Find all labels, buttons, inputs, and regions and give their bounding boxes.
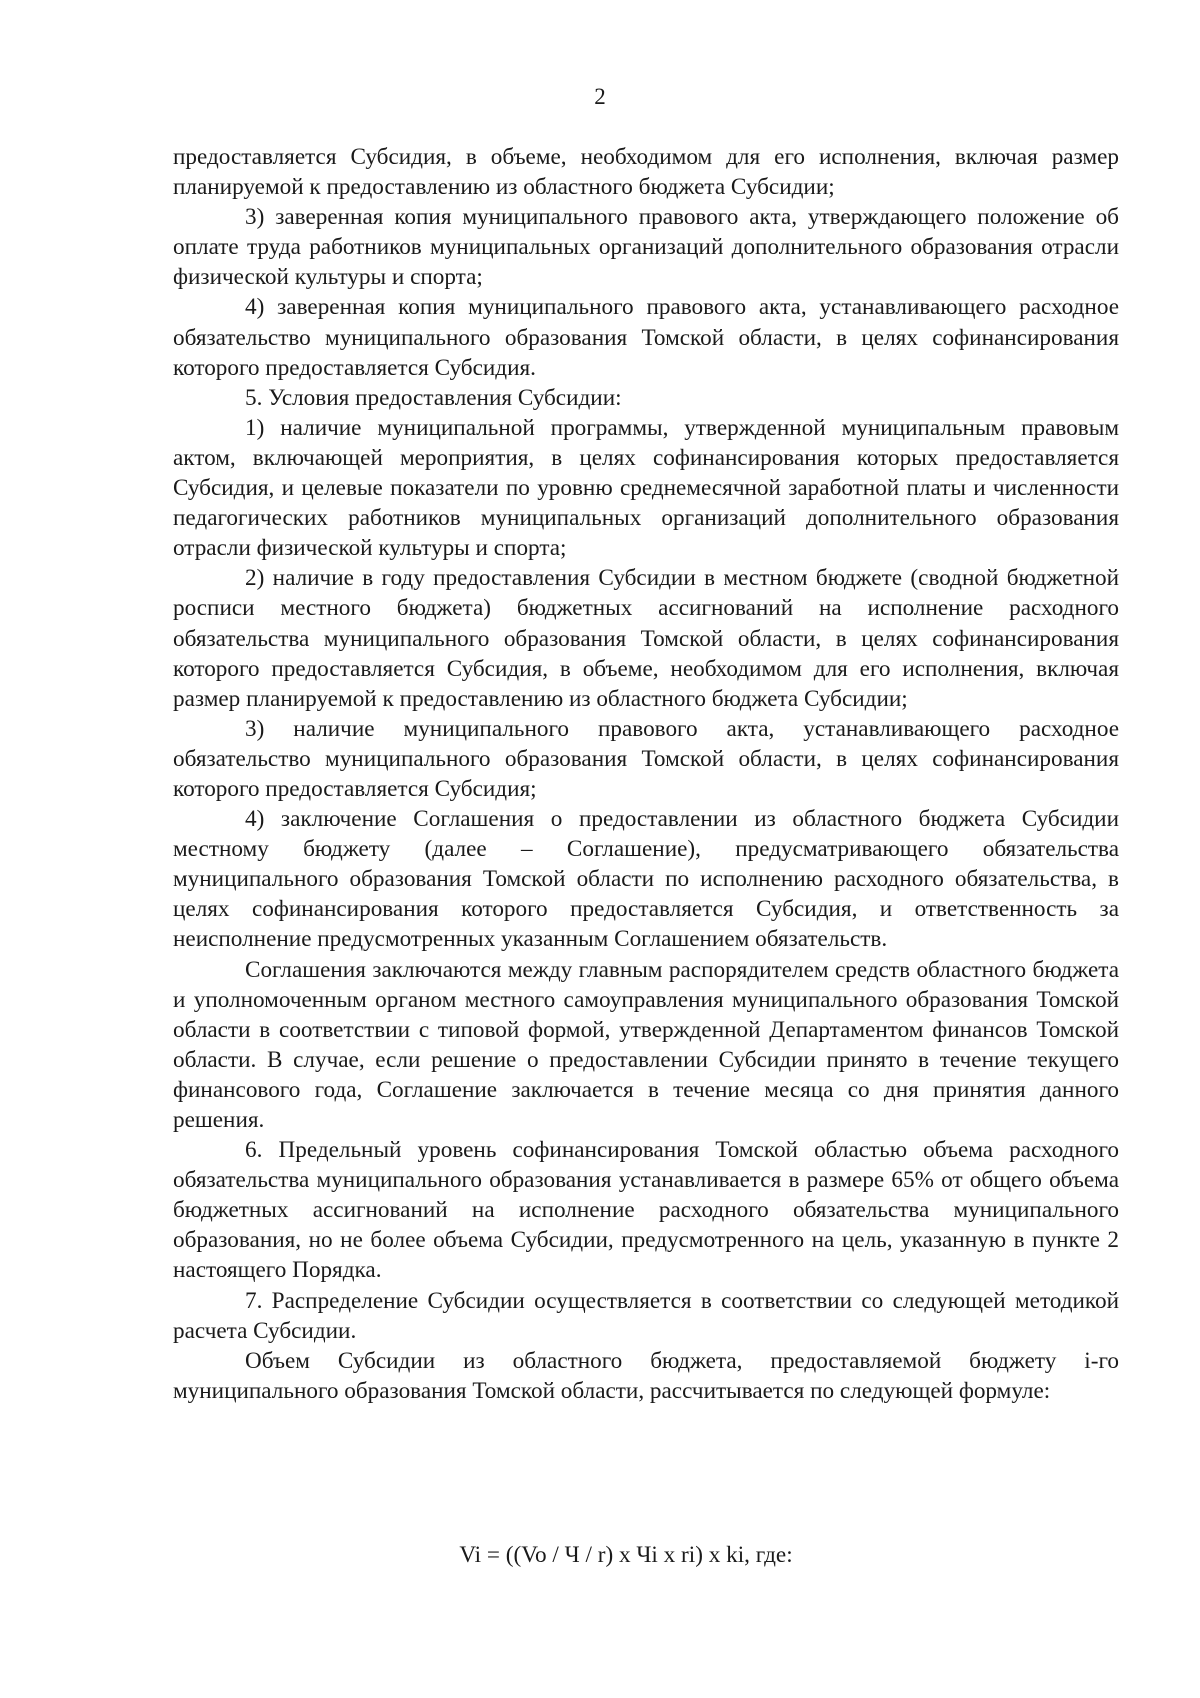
paragraph-item-3-copy-pay-regulation: 3) заверенная копия муниципального правового акта, утверждающего положение об оплате труда работников муниципальных организаций дополнительного образования отрасли физической культуры и спорта; <box>173 204 1119 291</box>
paragraph-condition-3: 3) наличие муниципального правового акта, устанавливающего расходное обязательство муниципального образования Томской области, в целях софинансирования которого предоставляется Субсидия; <box>173 715 1119 802</box>
paragraph-condition-1: 1) наличие муниципальной программы, утвержденной муниципальным правовым актом, включающей мероприятия, в целях софинансирования которых предоставляется Субсидия, и целевые показатели по уровню среднемесячной заработной платы и численности педагогических работников муниципальных организаций дополнительного образования отрасли физической культуры и спорта; <box>173 414 1119 562</box>
paragraph-continuation: предоставляется Субсидия, в объеме, необходимом для его исполнения, включая размер планируемой к предоставлению из областного бюджета Субсидии; <box>173 144 1119 201</box>
paragraph-subsidy-volume: Объем Субсидии из областного бюджета, предоставляемой бюджету i-го муниципального образования Томской области, рассчитывается по следующей формуле: <box>173 1347 1119 1404</box>
subsidy-formula: Vi = ((Vo / Ч / r) x Чi x ri) x ki, где: <box>459 1542 793 1568</box>
paragraph-section-5-heading: 5. Условия предоставления Субсидии: <box>245 384 622 411</box>
paragraph-agreements: Соглашения заключаются между главным распорядителем средств областного бюджета и уполномоченным органом местного самоуправления муниципального образования Томской области в соответствии с типовой формой, утвержденной Департаментом финансов Томской области. В случае, если решение о предоставлении Субсидии принято в течение текущего финансового года, Соглашение заключается в течение месяца со дня принятия данного решения. <box>173 956 1119 1133</box>
paragraph-section-7: 7. Распределение Субсидии осуществляется в соответствии со следующей методикой расчета Субсидии. <box>173 1287 1119 1344</box>
paragraph-condition-2: 2) наличие в году предоставления Субсидии в местном бюджете (сводной бюджетной росписи местного бюджета) бюджетных ассигнований на исполнение расходного обязательства муниципального образования Томской области, в целях софинансирования которого предоставляется Субсидия, в объеме, необходимом для его исполнения, включая размер планируемой к предоставлению из областного бюджета Субсидии; <box>173 565 1119 712</box>
page-number: 2 <box>594 84 606 109</box>
paragraph-item-4-copy-legal-act: 4) заверенная копия муниципального правового акта, устанавливающего расходное обязательство муниципального образования Томской области, в целях софинансирования которого предоставляется Субсидия. <box>173 294 1119 381</box>
document-body <box>173 142 1119 1406</box>
paragraph-condition-4: 4) заключение Соглашения о предоставлении из областного бюджета Субсидии местному бюджету (далее – Соглашение), предусматривающего обязательства муниципального образования Томской области по исполнению расходного обязательства, в целях софинансирования которого предоставляется Субсидия, и ответственность за неисполнение предусмотренных указанным Соглашением обязательств. <box>173 806 1119 953</box>
paragraph-section-6: 6. Предельный уровень софинансирования Томской областью объема расходного обязательства муниципального образования устанавливается в размере 65% от общего объема бюджетных ассигнований на исполнение расходного обязательства муниципального образования, но не более объема Субсидии, предусмотренного на цель, указанную в пункте 2 настоящего Порядка. <box>173 1137 1119 1284</box>
